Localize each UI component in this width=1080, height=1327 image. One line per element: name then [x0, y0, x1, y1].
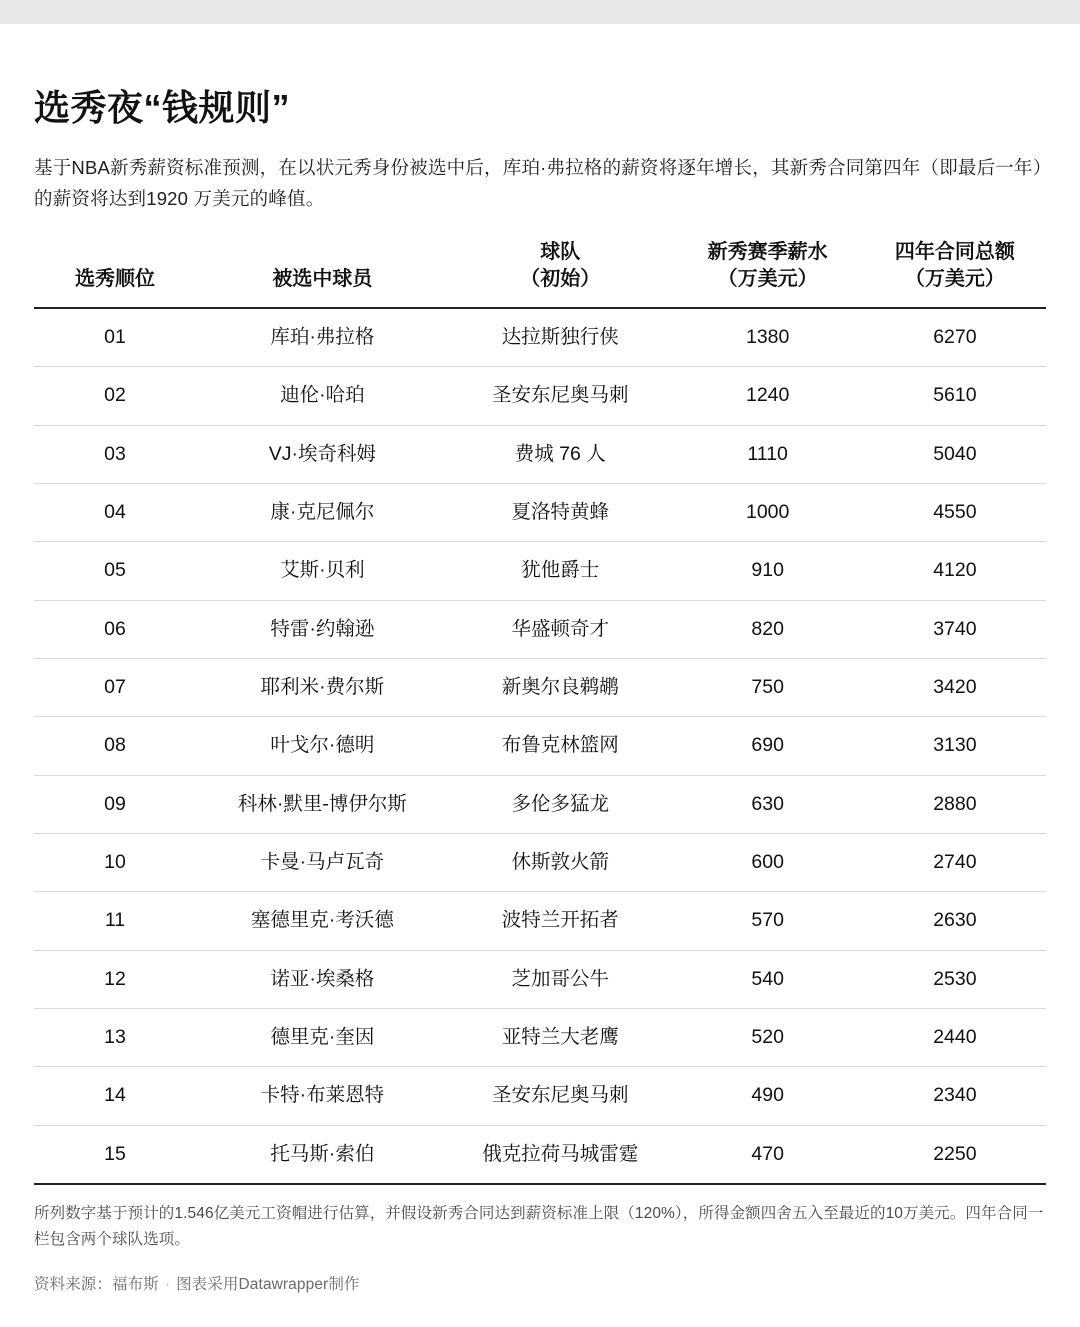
cell-salary: 690 [672, 717, 864, 775]
cell-team: 亚特兰大老鹰 [449, 1009, 672, 1067]
column-header-four-year-total-line1: 四年合同总额 [894, 240, 1015, 263]
cell-player: 卡特·布莱恩特 [196, 1067, 449, 1125]
source-separator: · [164, 1275, 171, 1293]
cell-total: 2440 [864, 1009, 1046, 1067]
cell-team: 休斯敦火箭 [449, 834, 672, 892]
cell-salary: 1110 [672, 425, 864, 483]
table-header-row [34, 233, 1046, 308]
cell-salary: 750 [672, 659, 864, 717]
cell-player: 库珀·弗拉格 [196, 308, 449, 367]
table-row [34, 950, 1046, 1008]
source-line [34, 1272, 1046, 1294]
column-header-four-year-total-line2: （万美元） [904, 267, 1005, 290]
cell-team: 费城 76 人 [449, 425, 672, 483]
cell-pick: 12 [34, 950, 196, 1008]
cell-total: 5610 [864, 367, 1046, 425]
cell-total: 2250 [864, 1125, 1046, 1184]
table-row [34, 892, 1046, 950]
cell-total: 3420 [864, 659, 1046, 717]
cell-player: 诺亚·埃桑格 [196, 950, 449, 1008]
table-row [34, 1067, 1046, 1125]
cell-team: 新奥尔良鹈鹕 [449, 659, 672, 717]
cell-salary: 1380 [672, 308, 864, 367]
table-row [34, 600, 1046, 658]
cell-salary: 1240 [672, 367, 864, 425]
cell-pick: 02 [34, 367, 196, 425]
cell-player: 托马斯·索伯 [196, 1125, 449, 1184]
cell-salary: 490 [672, 1067, 864, 1125]
cell-player: 科林·默里-博伊尔斯 [196, 775, 449, 833]
table-row [34, 367, 1046, 425]
cell-pick: 11 [34, 892, 196, 950]
cell-player: 艾斯·贝利 [196, 542, 449, 600]
column-header-rookie-salary-line1: 新秀赛季薪水 [707, 240, 828, 263]
source-tool: 图表采用Datawrapper制作 [176, 1275, 360, 1293]
cell-team: 圣安东尼奥马刺 [449, 1067, 672, 1125]
cell-player: 德里克·奎因 [196, 1009, 449, 1067]
cell-salary: 1000 [672, 483, 864, 541]
cell-player: VJ·埃奇科姆 [196, 425, 449, 483]
cell-pick: 10 [34, 834, 196, 892]
column-header-player-line1: 被选中球员 [272, 267, 373, 290]
table-row [34, 775, 1046, 833]
cell-team: 俄克拉荷马城雷霆 [449, 1125, 672, 1184]
cell-team: 布鲁克林篮网 [449, 717, 672, 775]
cell-player: 特雷·约翰逊 [196, 600, 449, 658]
cell-pick: 06 [34, 600, 196, 658]
cell-total: 2630 [864, 892, 1046, 950]
page-title: 选秀夜“钱规则” [34, 87, 291, 129]
cell-total: 6270 [864, 308, 1046, 367]
cell-team: 华盛顿奇才 [449, 600, 672, 658]
cell-total: 4550 [864, 483, 1046, 541]
cell-team: 犹他爵士 [449, 542, 672, 600]
cell-player: 康·克尼佩尔 [196, 483, 449, 541]
cell-pick: 15 [34, 1125, 196, 1184]
column-header-four-year-total [864, 233, 1046, 308]
cell-salary: 540 [672, 950, 864, 1008]
table-body [34, 308, 1046, 1184]
cell-total: 2740 [864, 834, 1046, 892]
cell-pick: 13 [34, 1009, 196, 1067]
table-row [34, 483, 1046, 541]
table-header [34, 233, 1046, 308]
cell-total: 2340 [864, 1067, 1046, 1125]
table-row [34, 425, 1046, 483]
cell-team: 夏洛特黄蜂 [449, 483, 672, 541]
cell-total: 2530 [864, 950, 1046, 1008]
cell-total: 3130 [864, 717, 1046, 775]
table-row [34, 717, 1046, 775]
column-header-pick [34, 233, 196, 308]
column-header-team-line2: （初始） [520, 267, 601, 290]
cell-pick: 09 [34, 775, 196, 833]
table-row [34, 659, 1046, 717]
cell-salary: 910 [672, 542, 864, 600]
column-header-rookie-salary [672, 233, 864, 308]
cell-salary: 630 [672, 775, 864, 833]
cell-team: 多伦多猛龙 [449, 775, 672, 833]
column-header-player [196, 233, 449, 308]
cell-salary: 820 [672, 600, 864, 658]
cell-total: 4120 [864, 542, 1046, 600]
cell-total: 3740 [864, 600, 1046, 658]
cell-salary: 470 [672, 1125, 864, 1184]
cell-player: 卡曼·马卢瓦奇 [196, 834, 449, 892]
cell-pick: 08 [34, 717, 196, 775]
cell-salary: 570 [672, 892, 864, 950]
cell-pick: 07 [34, 659, 196, 717]
cell-pick: 04 [34, 483, 196, 541]
column-header-team-line1: 球队 [540, 240, 581, 263]
table-row [34, 1125, 1046, 1184]
table-row [34, 308, 1046, 367]
cell-salary: 600 [672, 834, 864, 892]
cell-pick: 03 [34, 425, 196, 483]
draft-salary-table [34, 233, 1046, 1185]
table-row [34, 1009, 1046, 1067]
cell-team: 圣安东尼奥马刺 [449, 367, 672, 425]
cell-salary: 520 [672, 1009, 864, 1067]
cell-total: 5040 [864, 425, 1046, 483]
cell-player: 叶戈尔·德明 [196, 717, 449, 775]
table-row [34, 834, 1046, 892]
source-label: 资料来源：福布斯 [34, 1275, 159, 1293]
cell-team: 芝加哥公牛 [449, 950, 672, 1008]
footnote: 所列数字基于预计的1.546亿美元工资帽进行估算，并假设新秀合同达到薪资标准上限（120%），所得金额四舍五入至最近的10万美元。四年合同一栏包含两个球队选项。 [34, 1205, 1044, 1249]
cell-pick: 01 [34, 308, 196, 367]
cell-pick: 14 [34, 1067, 196, 1125]
infographic-page [0, 24, 1080, 1327]
cell-team: 波特兰开拓者 [449, 892, 672, 950]
table-row [34, 542, 1046, 600]
cell-total: 2880 [864, 775, 1046, 833]
column-header-rookie-salary-line2: （万美元） [717, 267, 818, 290]
page-subtitle: 基于NBA新秀薪资标准预测，在以状元秀身份被选中后，库珀·弗拉格的薪资将逐年增长，其新秀合同第四年（即最后一年）的薪资将达到1920 万美元的峰值。 [34, 157, 1043, 209]
cell-pick: 05 [34, 542, 196, 600]
cell-player: 耶利米·费尔斯 [196, 659, 449, 717]
cell-team: 达拉斯独行侠 [449, 308, 672, 367]
cell-player: 迪伦·哈珀 [196, 367, 449, 425]
column-header-pick-line1: 选秀顺位 [74, 267, 155, 290]
column-header-team [449, 233, 672, 308]
cell-player: 塞德里克·考沃德 [196, 892, 449, 950]
